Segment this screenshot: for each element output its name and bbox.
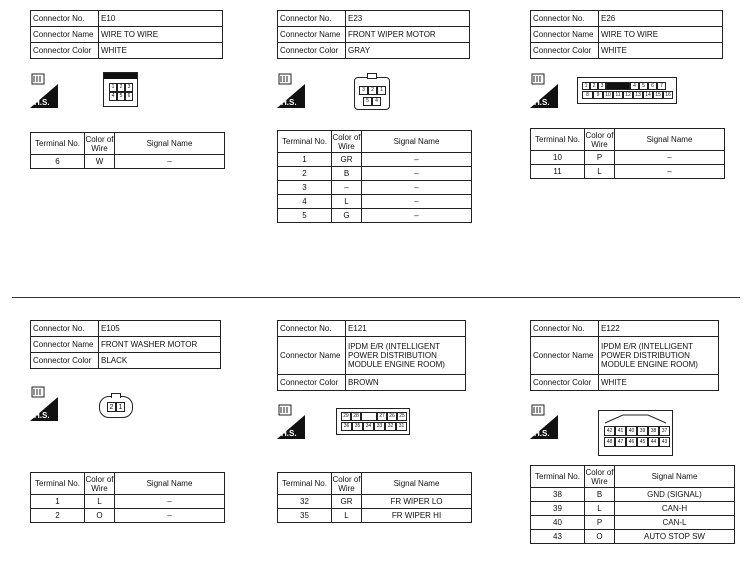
pin: 5 bbox=[363, 97, 372, 106]
table-row: 32 GR FR WIPER LO bbox=[278, 495, 472, 509]
info-label: Connector No. bbox=[278, 321, 346, 337]
connector-e121-terminal-table bbox=[277, 472, 472, 523]
pin: 33 bbox=[374, 422, 385, 431]
pin: 34 bbox=[363, 422, 374, 431]
table-row: 39 L CAN-H bbox=[531, 502, 735, 516]
header-signal: Signal Name bbox=[615, 129, 725, 151]
header-color: Color of Wire bbox=[585, 467, 614, 486]
table-row: 11 L – bbox=[531, 165, 725, 179]
connector-latch bbox=[111, 393, 121, 398]
hs-label: H.S. bbox=[281, 98, 297, 107]
hs-label: H.S. bbox=[534, 429, 550, 438]
info-value: IPDM E/R (INTELLIGENT POWER DISTRIBUTION MODULE ENGINE ROOM) bbox=[346, 337, 466, 375]
info-label: Connector No. bbox=[31, 11, 99, 27]
pin: 11 bbox=[613, 91, 623, 99]
header-terminal: Terminal No. bbox=[531, 129, 585, 151]
hs-label: H.S. bbox=[34, 98, 50, 107]
table-row: 4 L – bbox=[278, 195, 472, 209]
pin: 1 bbox=[109, 83, 117, 92]
hs-label: H.S. bbox=[534, 98, 550, 107]
info-value: GRAY bbox=[346, 43, 470, 59]
info-value: E26 bbox=[599, 11, 723, 27]
pin: 9 bbox=[593, 91, 603, 99]
info-value: WHITE bbox=[99, 43, 223, 59]
connector-e10-face bbox=[103, 72, 138, 107]
header-signal: Signal Name bbox=[615, 466, 735, 488]
pin: 2 bbox=[368, 86, 377, 95]
hs-icon-graphic bbox=[30, 385, 58, 421]
info-label: Connector No. bbox=[531, 321, 599, 337]
header-terminal: Terminal No. bbox=[531, 466, 585, 488]
connector-e23-face bbox=[354, 77, 390, 110]
hs-icon-graphic bbox=[530, 72, 558, 108]
pin: 3 bbox=[125, 83, 133, 92]
connector-e26-terminal-table bbox=[530, 128, 725, 179]
table-row: 40 P CAN-L bbox=[531, 516, 735, 530]
info-value: E122 bbox=[599, 321, 719, 337]
pin: 3 bbox=[359, 86, 368, 95]
section-divider bbox=[12, 297, 740, 298]
header-terminal: Terminal No. bbox=[31, 473, 85, 495]
pin: 45 bbox=[637, 437, 648, 447]
pin: 38 bbox=[648, 426, 659, 436]
pin: 36 bbox=[341, 422, 352, 431]
info-value: E105 bbox=[99, 321, 221, 337]
pin: 1 bbox=[582, 82, 590, 90]
connector-e10-terminal-table bbox=[30, 132, 225, 169]
connector-e122-info bbox=[530, 320, 719, 391]
pin: 2 bbox=[117, 83, 125, 92]
header-color: Color of Wire bbox=[85, 134, 114, 153]
header-signal: Signal Name bbox=[362, 131, 472, 153]
connector-latch bbox=[367, 73, 377, 79]
header-signal: Signal Name bbox=[362, 473, 472, 495]
header-terminal: Terminal No. bbox=[278, 473, 332, 495]
table-row: 6 W – bbox=[31, 155, 225, 169]
pin: 1 bbox=[116, 402, 125, 412]
connector-e122-face bbox=[598, 410, 673, 456]
hs-icon bbox=[530, 403, 558, 439]
info-label: Connector No. bbox=[531, 11, 599, 27]
pin: 44 bbox=[648, 437, 659, 447]
pin: 6 bbox=[648, 82, 657, 90]
info-label: Connector Color bbox=[31, 353, 99, 369]
header-terminal: Terminal No. bbox=[278, 131, 332, 153]
pin: 26 bbox=[387, 412, 397, 421]
header-color: Color of Wire bbox=[332, 132, 361, 151]
pin: 16 bbox=[663, 91, 673, 99]
info-value: FRONT WASHER MOTOR bbox=[99, 337, 221, 353]
connector-latch-outline bbox=[599, 411, 672, 425]
info-value: FRONT WIPER MOTOR bbox=[346, 27, 470, 43]
info-label: Connector Color bbox=[531, 43, 599, 59]
hs-label: H.S. bbox=[34, 411, 50, 420]
info-label: Connector Name bbox=[31, 27, 99, 43]
hs-icon-graphic bbox=[30, 72, 58, 108]
info-value: BLACK bbox=[99, 353, 221, 369]
pin: 43 bbox=[659, 437, 670, 447]
connector-e26-face bbox=[577, 77, 677, 104]
info-value: WIRE TO WIRE bbox=[99, 27, 223, 43]
table-row: 3 – – bbox=[278, 181, 472, 195]
connector-e121-face bbox=[336, 408, 410, 435]
header-color: Color of Wire bbox=[585, 130, 614, 149]
table-row: 38 B GND (SIGNAL) bbox=[531, 488, 735, 502]
info-label: Connector Color bbox=[278, 43, 346, 59]
info-value: WHITE bbox=[599, 43, 723, 59]
pin: 4 bbox=[630, 82, 639, 90]
pin: 4 bbox=[109, 92, 117, 101]
pin: 31 bbox=[396, 422, 407, 431]
hs-icon-graphic bbox=[277, 72, 305, 108]
table-row: 2 O – bbox=[31, 509, 225, 523]
hs-label: H.S. bbox=[281, 429, 297, 438]
connector-e105-terminal-table bbox=[30, 472, 225, 523]
pin: 13 bbox=[633, 91, 643, 99]
pin: 6 bbox=[125, 92, 133, 101]
pin: 5 bbox=[117, 92, 125, 101]
pin: 5 bbox=[639, 82, 648, 90]
connector-e10-info bbox=[30, 10, 223, 59]
pin: 37 bbox=[659, 426, 670, 436]
hs-icon-graphic bbox=[530, 403, 558, 439]
pin: 7 bbox=[657, 82, 666, 90]
info-label: Connector Color bbox=[278, 375, 346, 391]
info-value: WHITE bbox=[599, 375, 719, 391]
pin: 10 bbox=[603, 91, 613, 99]
pin: 25 bbox=[397, 412, 407, 421]
connector-latch-bar bbox=[104, 73, 137, 79]
info-label: Connector Name bbox=[31, 337, 99, 353]
hs-icon bbox=[30, 385, 58, 421]
hs-icon bbox=[530, 72, 558, 108]
hs-icon bbox=[30, 72, 58, 108]
pin: 1 bbox=[377, 86, 386, 95]
info-label: Connector Name bbox=[531, 27, 599, 43]
connector-key bbox=[361, 412, 377, 421]
pin: 2 bbox=[590, 82, 598, 90]
table-row: 35 L FR WIPER HI bbox=[278, 509, 472, 523]
pin: 39 bbox=[637, 426, 648, 436]
hs-icon bbox=[277, 72, 305, 108]
connector-e122-terminal-table bbox=[530, 465, 735, 544]
info-value: E121 bbox=[346, 321, 466, 337]
header-terminal: Terminal No. bbox=[31, 133, 85, 155]
table-row: 1 GR – bbox=[278, 153, 472, 167]
pin: 47 bbox=[615, 437, 626, 447]
pin: 32 bbox=[385, 422, 396, 431]
connector-e105-face bbox=[99, 396, 133, 418]
connector-e26-info bbox=[530, 10, 723, 59]
info-value: E10 bbox=[99, 11, 223, 27]
header-signal: Signal Name bbox=[115, 473, 225, 495]
header-color: Color of Wire bbox=[85, 474, 114, 493]
connector-e23-terminal-table bbox=[277, 130, 472, 223]
connector-key bbox=[606, 82, 630, 90]
info-label: Connector No. bbox=[278, 11, 346, 27]
pin: 4 bbox=[372, 97, 381, 106]
table-row: 43 O AUTO STOP SW bbox=[531, 530, 735, 544]
pin: 35 bbox=[352, 422, 363, 431]
pin: 48 bbox=[604, 437, 615, 447]
pin: 8 bbox=[582, 91, 593, 99]
pin: 28 bbox=[351, 412, 361, 421]
table-row: 1 L – bbox=[31, 495, 225, 509]
info-label: Connector Color bbox=[531, 375, 599, 391]
info-value: BROWN bbox=[346, 375, 466, 391]
info-value: IPDM E/R (INTELLIGENT POWER DISTRIBUTION MODULE ENGINE ROOM) bbox=[599, 337, 719, 375]
table-row: 5 G – bbox=[278, 209, 472, 223]
pin: 3 bbox=[598, 82, 606, 90]
connector-e23-info bbox=[277, 10, 470, 59]
table-row: 10 P – bbox=[531, 151, 725, 165]
pin: 12 bbox=[623, 91, 633, 99]
info-label: Connector Color bbox=[31, 43, 99, 59]
pin: 46 bbox=[626, 437, 637, 447]
hs-icon-graphic bbox=[277, 403, 305, 439]
pin: 41 bbox=[615, 426, 626, 436]
header-color: Color of Wire bbox=[332, 474, 361, 493]
pin: 40 bbox=[626, 426, 637, 436]
connector-e105-info bbox=[30, 320, 221, 369]
pin: 2 bbox=[107, 402, 116, 412]
table-row: 2 B – bbox=[278, 167, 472, 181]
info-label: Connector Name bbox=[531, 337, 599, 375]
connector-e121-info bbox=[277, 320, 466, 391]
info-value: WIRE TO WIRE bbox=[599, 27, 723, 43]
pin: 15 bbox=[653, 91, 663, 99]
pin: 27 bbox=[377, 412, 387, 421]
pin: 42 bbox=[604, 426, 615, 436]
pin: 29 bbox=[341, 412, 351, 421]
hs-icon bbox=[277, 403, 305, 439]
header-signal: Signal Name bbox=[115, 133, 225, 155]
info-value: E23 bbox=[346, 11, 470, 27]
pin: 14 bbox=[643, 91, 653, 99]
pin bbox=[407, 422, 408, 431]
info-label: Connector Name bbox=[278, 337, 346, 375]
info-label: Connector Name bbox=[278, 27, 346, 43]
info-label: Connector No. bbox=[31, 321, 99, 337]
